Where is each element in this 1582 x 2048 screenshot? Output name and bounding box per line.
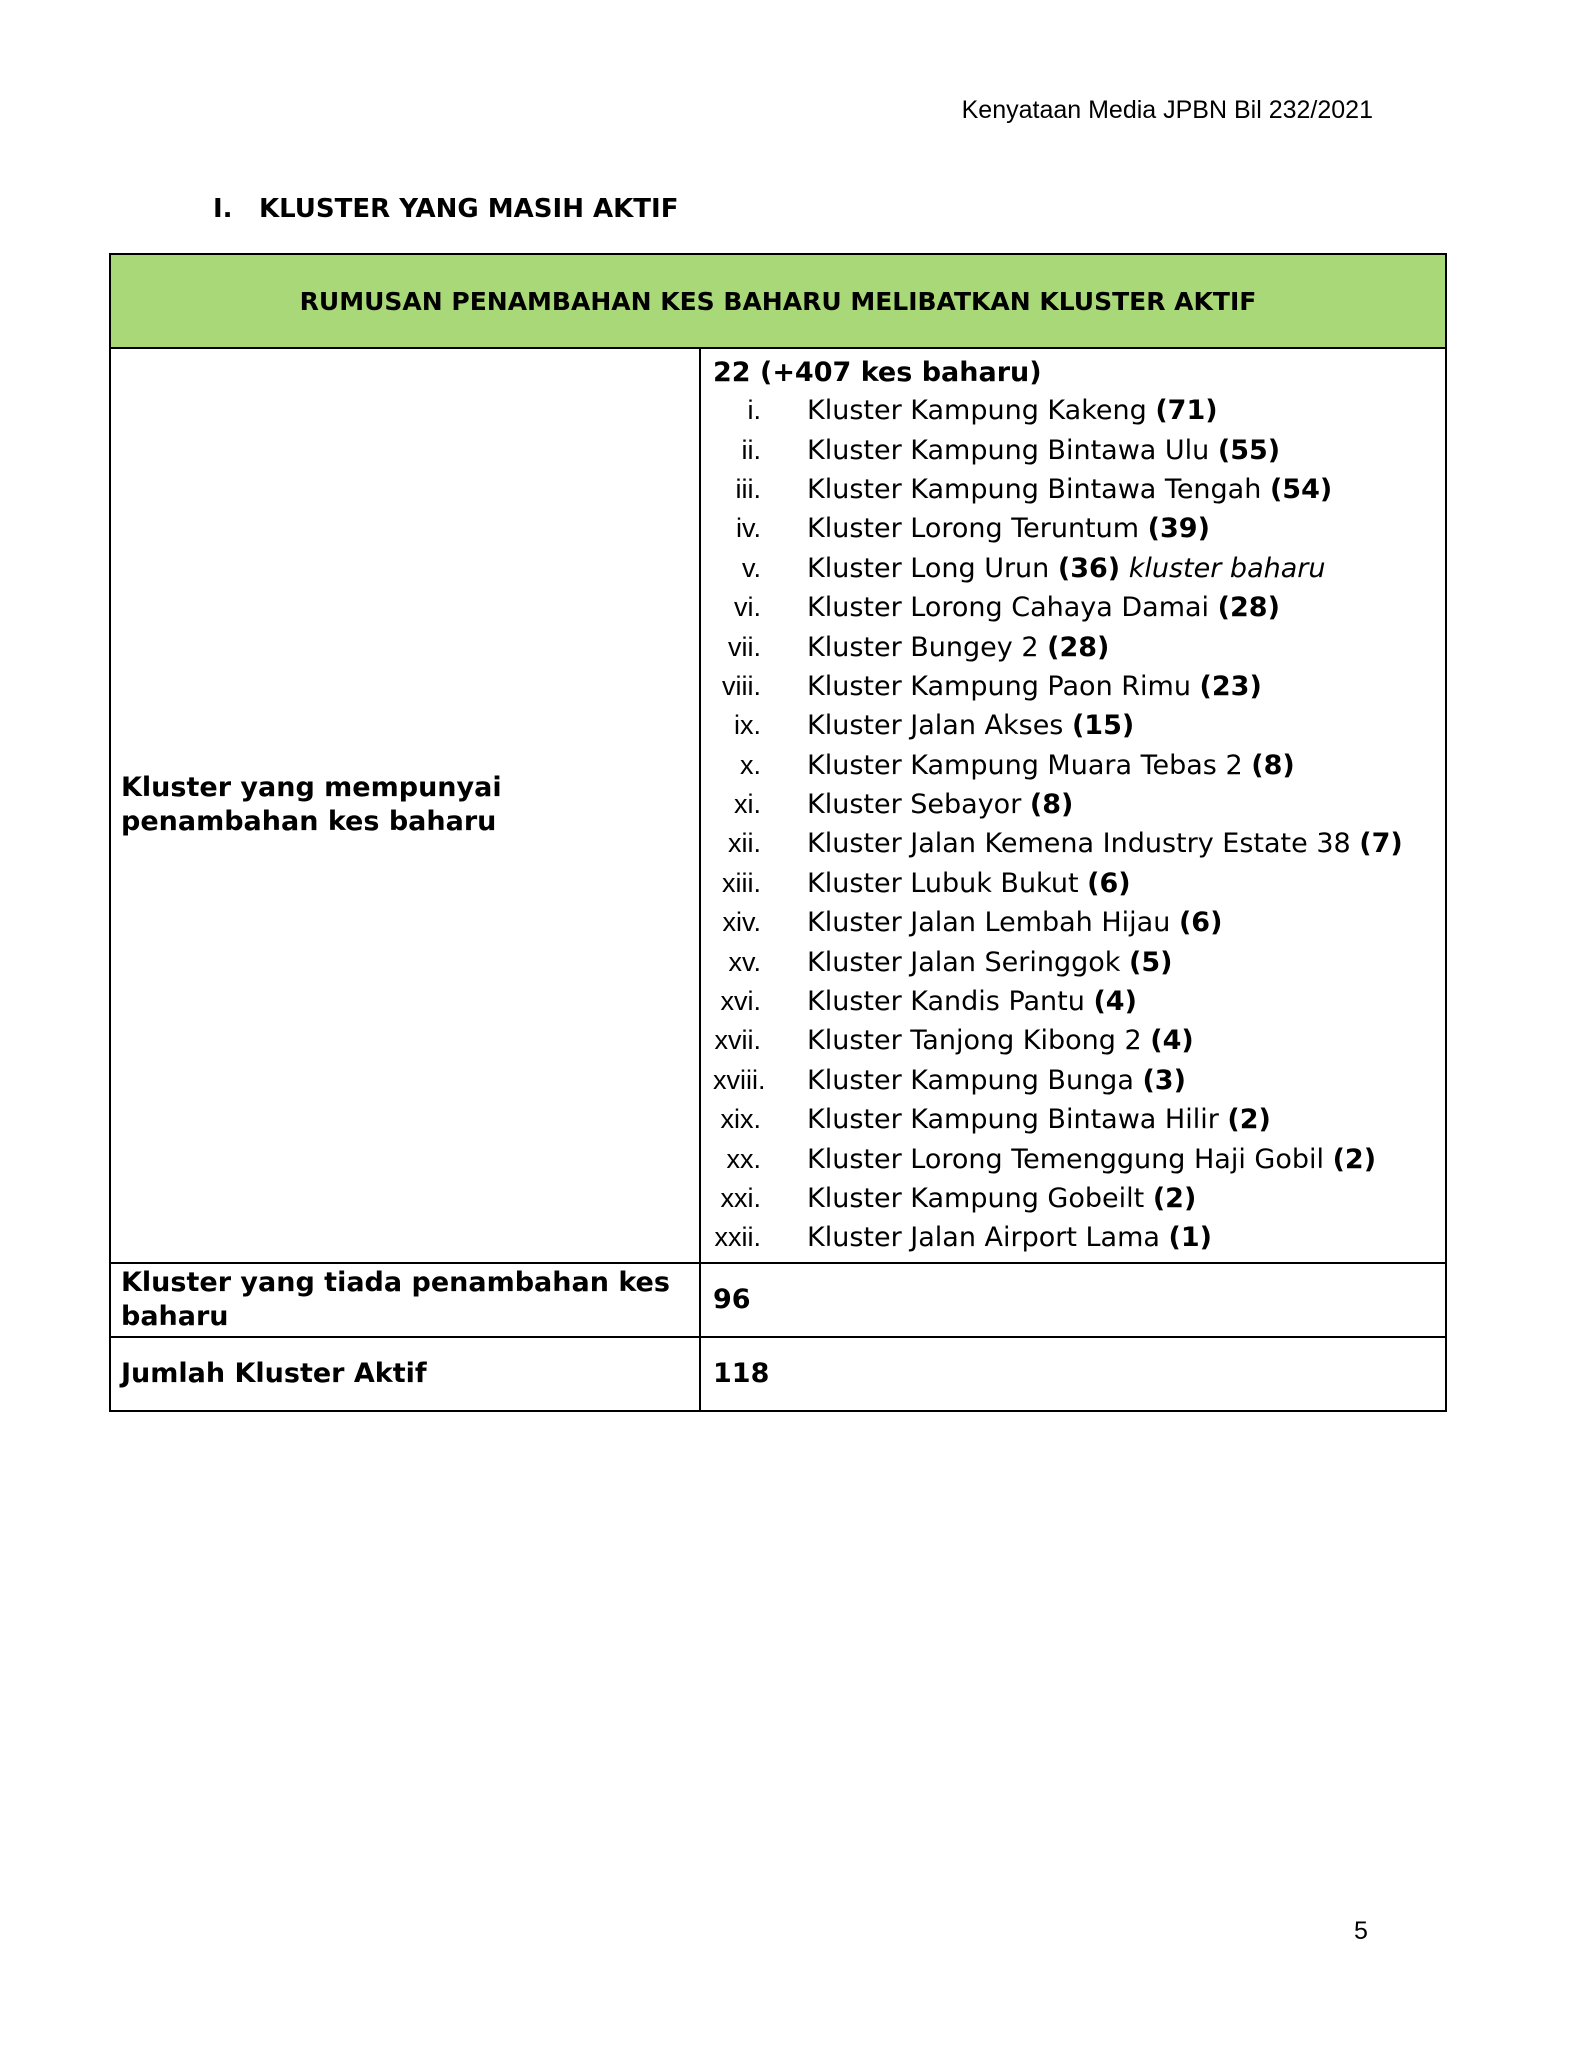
cluster-name: Kluster Kampung Bunga: [807, 1064, 1134, 1096]
table-row: [110, 348, 1446, 1263]
list-item: [713, 942, 1433, 981]
cluster-entry: [807, 592, 1280, 623]
cluster-numeral: xxi.: [720, 1183, 761, 1213]
cluster-numeral: xiii.: [722, 867, 761, 898]
cluster-entry: [807, 986, 1137, 1017]
cluster-name: Kluster Sebayor: [807, 789, 1022, 821]
cluster-name: Kluster Kandis Pantu: [807, 986, 1085, 1018]
cluster-name: Kluster Jalan Seringgok: [807, 946, 1121, 978]
cluster-note: kluster baharu: [1128, 552, 1326, 584]
cluster-numeral: xi.: [734, 789, 761, 820]
cluster-entry: [807, 632, 1109, 663]
page-number: 5: [1354, 1917, 1368, 1945]
cluster-numeral: v.: [742, 552, 761, 583]
active-cluster-table: [109, 253, 1447, 1412]
cluster-name: Kluster Tanjong Kibong 2: [807, 1025, 1142, 1057]
cluster-count: (23): [1199, 670, 1262, 702]
cluster-numeral: iv.: [736, 513, 761, 544]
cluster-name: Kluster Lubuk Bukut: [807, 867, 1079, 899]
cluster-count: (3): [1142, 1064, 1186, 1096]
cluster-entry: [807, 513, 1210, 544]
section-title: [213, 194, 678, 224]
list-item: [713, 509, 1433, 548]
cluster-name: Kluster Kampung Gobeilt: [807, 1183, 1145, 1214]
row-value-no-new-cases: 96: [700, 1263, 1446, 1337]
cluster-count: (7): [1359, 828, 1403, 860]
cluster-numeral: xii.: [728, 828, 761, 859]
cluster-entry: [807, 750, 1295, 781]
cluster-name: Kluster Lorong Teruntum: [807, 513, 1140, 545]
cluster-numeral: xix.: [720, 1104, 761, 1135]
cluster-count: (36): [1057, 552, 1121, 584]
cluster-count: (55): [1217, 434, 1281, 466]
list-item: [713, 746, 1433, 785]
list-item: [713, 1061, 1433, 1100]
list-item: [713, 470, 1433, 509]
cluster-numeral: xviii.: [713, 1064, 766, 1095]
cluster-name: Kluster Jalan Kemena Industry Estate 38: [807, 828, 1351, 860]
cluster-count: (2): [1332, 1143, 1377, 1175]
list-item: [713, 1218, 1433, 1257]
cluster-numeral: ix.: [734, 710, 761, 741]
cluster-count: (6): [1178, 907, 1223, 939]
cluster-entry: [807, 395, 1218, 426]
table-heading-row: [110, 254, 1446, 348]
cluster-count: (4): [1150, 1025, 1194, 1057]
list-item: [713, 903, 1433, 942]
list-item: [713, 1179, 1433, 1218]
cluster-entry: [807, 1065, 1186, 1096]
document-reference: Kenyataan Media JPBN Bil 232/2021: [961, 96, 1373, 124]
list-item: [713, 982, 1433, 1021]
cluster-entry: [807, 474, 1332, 505]
cluster-numeral: x.: [739, 749, 761, 780]
new-cases-summary: 22 (+407 kes baharu): [713, 357, 1042, 388]
cluster-numeral: viii.: [722, 670, 761, 701]
section-number: I.: [213, 194, 233, 224]
cluster-numeral: vi.: [734, 592, 761, 623]
cluster-entry: [807, 947, 1172, 978]
list-item: [713, 824, 1433, 863]
list-item: [713, 391, 1433, 430]
cluster-name: Kluster Kampung Muara Tebas 2: [807, 749, 1243, 781]
list-item: [713, 430, 1433, 469]
cluster-name: Kluster Lorong Cahaya Damai: [807, 592, 1210, 624]
row-label-no-new-cases: Kluster yang tiada penambahan kes baharu: [110, 1263, 700, 1337]
cluster-count: (4): [1093, 986, 1137, 1018]
cluster-entry: [807, 1222, 1212, 1253]
cluster-numeral: ii.: [741, 434, 761, 465]
row-label-new-cases: Kluster yang mempunyai penambahan kes baharu: [110, 348, 700, 1263]
cluster-entry: [807, 1144, 1376, 1175]
table-row: [110, 1337, 1446, 1411]
list-item: [713, 706, 1433, 745]
cluster-name: Kluster Bungey 2: [807, 631, 1039, 663]
cluster-name: Kluster Jalan Airport Lama: [807, 1222, 1160, 1254]
cluster-name: Kluster Kampung Bintawa Tengah: [807, 473, 1262, 505]
cluster-numeral: xiv.: [722, 907, 761, 938]
row-label-total: Jumlah Kluster Aktif: [110, 1337, 700, 1411]
cluster-numeral: xvii.: [714, 1025, 761, 1056]
row-value-new-cases: [700, 348, 1446, 1263]
cluster-entry: [807, 1183, 1196, 1214]
cluster-numeral: xvi.: [720, 986, 761, 1017]
cluster-count: (71): [1155, 395, 1218, 427]
cluster-count: (28): [1217, 592, 1280, 624]
cluster-entry: [807, 710, 1134, 741]
cluster-entry: [807, 435, 1280, 466]
cluster-list: [713, 391, 1433, 1258]
cluster-entry: [807, 671, 1262, 702]
list-item: [713, 1100, 1433, 1139]
cluster-numeral: i.: [747, 395, 761, 426]
cluster-name: Kluster Long Urun: [807, 552, 1050, 584]
cluster-name: Kluster Jalan Akses: [807, 710, 1064, 742]
cluster-name: Kluster Jalan Lembah Hijau: [807, 907, 1171, 939]
cluster-name: Kluster Kampung Paon Rimu: [807, 670, 1191, 702]
table-row: [110, 1263, 1446, 1337]
list-item: [713, 864, 1433, 903]
cluster-entry: [807, 789, 1073, 820]
section-title-text: KLUSTER YANG MASIH AKTIF: [259, 194, 679, 224]
cluster-count: (54): [1269, 473, 1333, 505]
cluster-count: (2): [1152, 1183, 1197, 1214]
cluster-name: Kluster Kampung Kakeng: [807, 395, 1147, 427]
cluster-count: (1): [1168, 1222, 1213, 1254]
list-item: [713, 667, 1433, 706]
cluster-name: Kluster Kampung Bintawa Ulu: [807, 434, 1210, 466]
row-value-total: 118: [700, 1337, 1446, 1411]
table-heading: RUMUSAN PENAMBAHAN KES BAHARU MELIBATKAN KLUSTER AKTIF: [110, 254, 1446, 348]
list-item: [713, 1139, 1433, 1178]
cluster-entry: [807, 553, 1326, 584]
cluster-entry: [807, 828, 1403, 859]
cluster-count: (15): [1071, 710, 1135, 742]
cluster-entry: [807, 907, 1222, 938]
cluster-entry: [807, 1025, 1194, 1056]
cluster-name: Kluster Kampung Bintawa Hilir: [807, 1104, 1219, 1136]
cluster-numeral: vii.: [728, 631, 761, 662]
cluster-count: (6): [1087, 867, 1131, 899]
cluster-numeral: iii.: [735, 473, 761, 504]
cluster-count: (8): [1251, 749, 1295, 781]
cluster-numeral: xx.: [726, 1143, 761, 1174]
list-item: [713, 588, 1433, 627]
cluster-name: Kluster Lorong Temenggung Haji Gobil: [807, 1143, 1324, 1175]
list-item: [713, 627, 1433, 666]
cluster-entry: [807, 1104, 1271, 1135]
cluster-count: (5): [1129, 946, 1173, 978]
list-item: [713, 785, 1433, 824]
cluster-count: (8): [1029, 789, 1074, 821]
cluster-count: (2): [1227, 1104, 1271, 1136]
cluster-numeral: xxii.: [714, 1222, 761, 1253]
list-item: [713, 1021, 1433, 1060]
cluster-count: (39): [1147, 513, 1210, 545]
list-item: [713, 549, 1433, 588]
cluster-numeral: xv.: [728, 946, 761, 977]
cluster-entry: [807, 868, 1131, 899]
cluster-count: (28): [1047, 631, 1110, 663]
